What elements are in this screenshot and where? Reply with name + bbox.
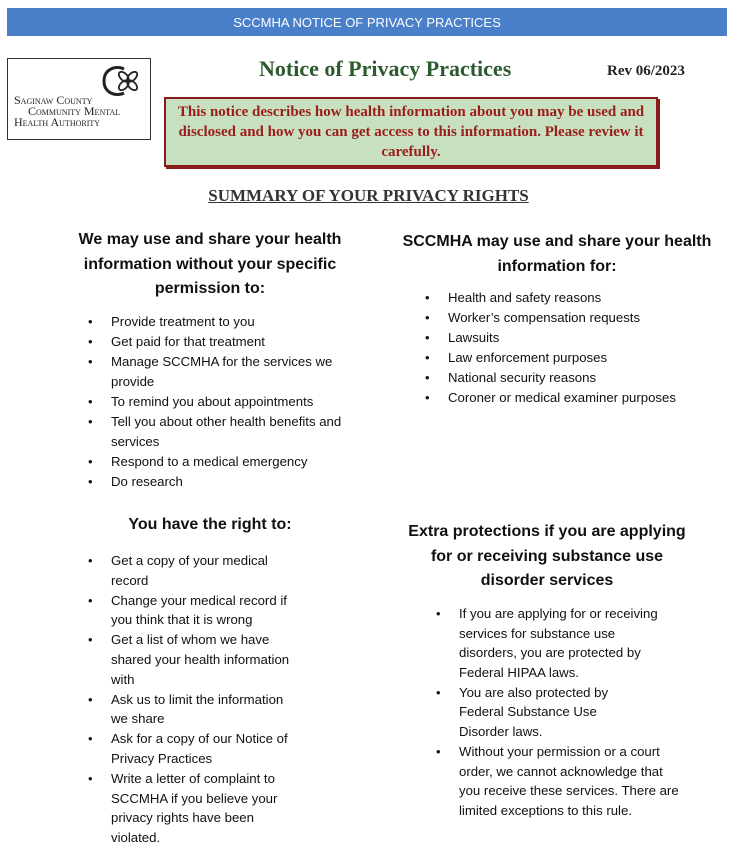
- summary-heading-text: SUMMARY OF YOUR PRIVACY RIGHTS: [208, 186, 529, 205]
- list-extra-protections: [430, 604, 690, 821]
- leaf-logo-icon: [94, 63, 144, 99]
- document-header-bar: [7, 8, 727, 36]
- list-item: • Change your medical record if you think that it is wrong: [82, 591, 296, 630]
- logo-line-2: Community Mental: [28, 104, 121, 118]
- list-item: • Health and safety reasons: [419, 288, 719, 308]
- list-sccmha-may-share: [419, 288, 719, 409]
- list-item: • Coroner or medical examiner purposes: [419, 388, 719, 408]
- list-item: • Law enforcement purposes: [419, 348, 719, 368]
- list-item: • Get a copy of your medical record: [82, 551, 281, 590]
- list-item: • Write a letter of complaint to SCCMHA if you believe your privacy rights have been violated.: [82, 769, 291, 847]
- notice-text: This notice describes how health information about you may be used and disclosed and how you can get access to this information. Please review it carefully.: [177, 104, 645, 160]
- section-heading-your-rights: You have the right to:: [128, 516, 292, 533]
- list-item: • Provide treatment to you: [82, 312, 362, 332]
- page-title: Notice of Privacy Practices: [259, 56, 512, 81]
- section-heading-extra-protections: Extra protections if you are applying for or receiving substance use disorder services: [408, 523, 686, 589]
- revision-date: Rev 06/2023: [607, 63, 685, 79]
- list-item: • Without your permission or a court order, we cannot acknowledge that you receive these services. There are limited exceptions to this rule.: [430, 742, 687, 820]
- notice-callout: [164, 97, 658, 167]
- list-item: • Get paid for that treatment: [82, 332, 362, 352]
- logo-wordmark: [14, 95, 120, 128]
- section-heading-use-without-permission: We may use and share your health information without your specific permission to:: [78, 231, 342, 297]
- header-bar-text: SCCMHA NOTICE OF PRIVACY PRACTICES: [233, 14, 501, 30]
- logo-line-3: Health Authority: [14, 115, 101, 129]
- list-use-without-permission: [82, 312, 362, 492]
- logo-line-1: Saginaw County: [14, 93, 93, 107]
- list-item: • To remind you about appointments: [82, 392, 362, 412]
- list-item: • Ask us to limit the information we share: [82, 690, 301, 729]
- list-item: • Lawsuits: [419, 328, 719, 348]
- list-item: • Tell you about other health benefits and services: [82, 412, 361, 451]
- list-item: • Get a list of whom we have shared your health information with: [82, 630, 303, 689]
- list-item: • You are also protected by Federal Substance Use Disorder laws.: [430, 683, 649, 742]
- list-item: • Respond to a medical emergency: [82, 452, 362, 472]
- list-your-rights: [82, 551, 302, 848]
- list-item: • Do research: [82, 472, 362, 492]
- sccmha-logo: [7, 58, 151, 140]
- list-item: • If you are applying for or receiving services for substance use disorders, you are protected by Federal HIPAA laws.: [430, 604, 659, 682]
- summary-heading: [0, 186, 737, 206]
- list-item: • National security reasons: [419, 368, 719, 388]
- section-heading-sccmha-may-share: SCCMHA may use and share your health information for:: [402, 233, 712, 275]
- list-item: • Manage SCCMHA for the services we provide: [82, 352, 336, 391]
- list-item: • Worker’s compensation requests: [419, 308, 719, 328]
- list-item: • Ask for a copy of our Notice of Privacy Practices: [82, 729, 301, 768]
